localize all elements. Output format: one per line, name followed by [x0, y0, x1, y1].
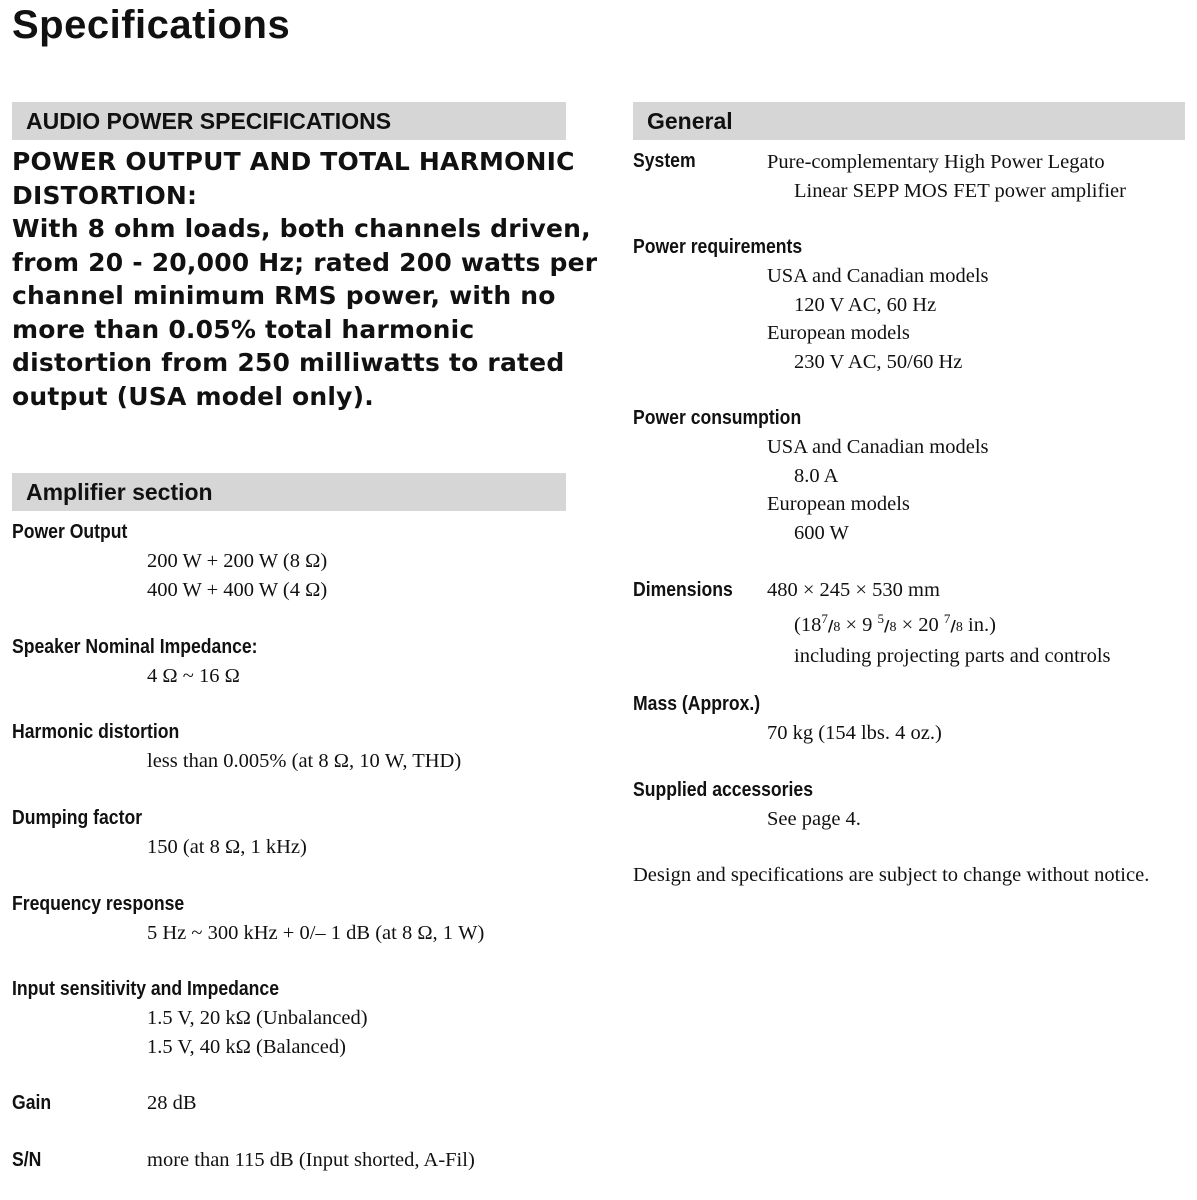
power-text-line: more than 0.05% total harmonic [12, 314, 475, 344]
spec-value-line: 230 V AC, 50/60 Hz [794, 350, 963, 373]
fraction-numerator: 7 [943, 610, 951, 626]
spec-label-power-consumption: Power consumption [633, 407, 802, 429]
spec-value-line: European models [767, 493, 910, 516]
spec-label-harmonic-distortion: Harmonic distortion [12, 721, 180, 743]
fraction-denominator: 8 [889, 619, 897, 635]
dim-text: × 20 [896, 613, 944, 636]
dim-text: × 9 [840, 613, 878, 636]
spec-value-line: 200 W + 200 W (8 Ω) [147, 550, 328, 572]
page-title: Specifications [12, 3, 291, 47]
spec-label-sn: S/N [12, 1149, 42, 1171]
spec-value-supplied-accessories [767, 805, 861, 834]
spec-value-line: 28 dB [147, 1092, 197, 1114]
spec-value-line: 4 Ω ~ 16 Ω [147, 665, 240, 687]
dimensions-inches [767, 605, 1111, 642]
spec-label-frequency-response: Frequency response [12, 893, 185, 915]
spec-value-line: 5 Hz ~ 300 kHz + 0/– 1 dB (at 8 Ω, 1 W) [147, 922, 485, 944]
spec-value-mass [767, 719, 942, 748]
power-output-statement [12, 145, 598, 413]
spec-label-gain: Gain [12, 1092, 52, 1114]
spec-value-dumping-factor [147, 833, 307, 862]
power-text-line: output (USA model only). [12, 381, 374, 411]
spec-value-harmonic-distortion [147, 747, 461, 776]
fraction-denominator: 8 [955, 619, 963, 635]
general-header: General [633, 102, 1185, 140]
power-text-line: distortion from 250 milliwatts to rated [12, 348, 565, 377]
dim-text: in.) [962, 613, 996, 636]
audio-power-header: AUDIO POWER SPECIFICATIONS [12, 102, 566, 140]
spec-value-line: USA and Canadian models [767, 265, 989, 287]
spec-value-power-requirements [767, 262, 989, 376]
spec-value-line: USA and Canadian models [767, 436, 989, 458]
spec-value-line: more than 115 dB (Input shorted, A-Fil) [147, 1149, 475, 1171]
fraction-numerator: 5 [877, 610, 884, 626]
fraction-denominator: 8 [833, 619, 841, 635]
spec-value-line: 1.5 V, 20 kΩ (Unbalanced) [147, 1007, 368, 1029]
spec-value-sn [147, 1146, 475, 1175]
power-text-line: from 20 - 20,000 Hz; rated 200 watts per [12, 247, 598, 277]
spec-value-frequency-response [147, 919, 484, 948]
spec-label-power-output: Power Output [12, 521, 128, 543]
spec-value-input-sensitivity [147, 1004, 368, 1061]
spec-label-mass: Mass (Approx.) [633, 693, 761, 715]
spec-value-gain [147, 1089, 197, 1118]
spec-value-line: 600 W [794, 521, 849, 544]
spec-value-system [767, 148, 1126, 205]
spec-label-supplied-accessories: Supplied accessories [633, 779, 814, 801]
spec-label-speaker-impedance: Speaker Nominal Impedance: [12, 636, 258, 658]
spec-value-line: See page 4. [767, 808, 861, 830]
spec-label-dumping-factor: Dumping factor [12, 807, 143, 829]
power-text-line: POWER OUTPUT AND TOTAL HARMONIC [12, 147, 575, 176]
fraction-numerator: 7 [821, 610, 828, 626]
spec-value-line: 400 W + 400 W (4 Ω) [147, 578, 328, 601]
fraction-slash: / [827, 616, 834, 635]
spec-value-line: Pure-complementary High Power Legato [767, 151, 1105, 173]
power-text-line: With 8 ohm loads, both channels driven, [12, 214, 591, 243]
spec-value-line: 480 × 245 × 530 mm [767, 579, 940, 601]
fraction-slash: / [950, 616, 956, 635]
design-change-note: Design and specifications are subject to change without notice. [633, 864, 1150, 886]
spec-value-line: 120 V AC, 60 Hz [794, 293, 937, 316]
spec-value-power-output [147, 547, 327, 604]
spec-value-line: Linear SEPP MOS FET power amplifier [794, 179, 1126, 202]
spec-value-power-consumption [767, 433, 989, 547]
power-text-line: DISTORTION: [12, 180, 198, 210]
spec-label-dimensions: Dimensions [633, 579, 733, 601]
dim-text: (18 [794, 613, 822, 636]
spec-value-line: including projecting parts and controls [794, 645, 1111, 668]
amplifier-section-header: Amplifier section [12, 473, 566, 511]
spec-value-dimensions [767, 576, 1111, 671]
power-text-line: channel minimum RMS power, with no [12, 281, 556, 310]
fraction-slash: / [884, 616, 890, 635]
spec-value-line: 8.0 A [794, 464, 839, 487]
spec-value-speaker-impedance [147, 662, 240, 691]
spec-value-line: less than 0.005% (at 8 Ω, 10 W, THD) [147, 750, 462, 772]
spec-label-power-requirements: Power requirements [633, 236, 803, 258]
spec-label-system: System [633, 150, 696, 172]
spec-label-input-sensitivity: Input sensitivity and Impedance [12, 978, 279, 1000]
spec-value-line: 1.5 V, 40 kΩ (Balanced) [147, 1035, 346, 1058]
spec-value-line: 150 (at 8 Ω, 1 kHz) [147, 836, 307, 858]
spec-value-line: 70 kg (154 lbs. 4 oz.) [767, 722, 942, 744]
spec-value-line: European models [767, 322, 910, 345]
